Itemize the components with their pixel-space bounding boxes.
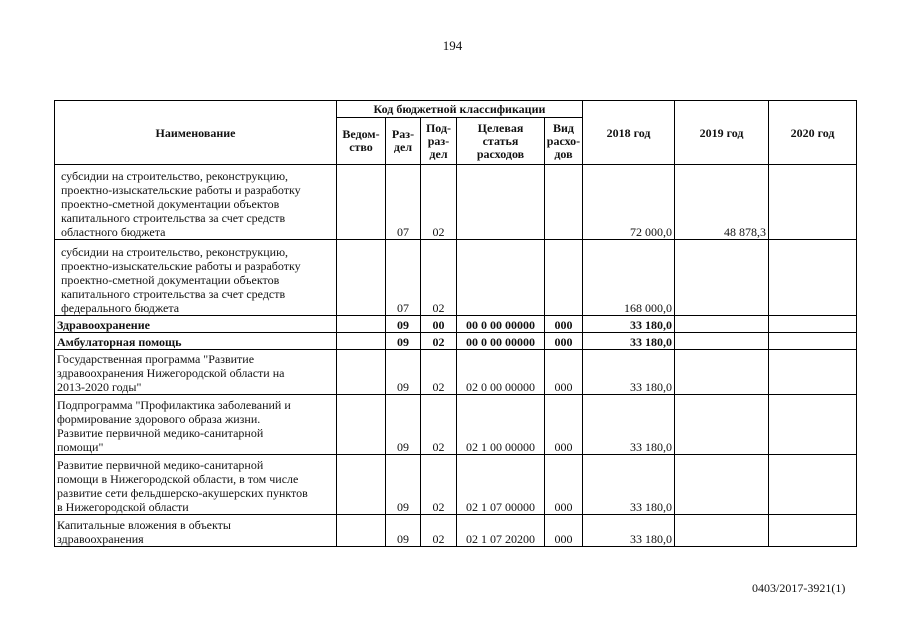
name-line: развитие сети фельдшерско-акушерских пунктов [57,486,308,500]
cell-razdel: 09 [386,455,421,515]
cell-vid: 000 [545,395,583,455]
cell-razdel: 09 [386,350,421,395]
name-line: формирование здорового образа жизни. [57,412,261,426]
cell-podrazdel: 02 [421,240,457,316]
cell-celevaya [457,240,545,316]
cell-2019: 48 878,3 [675,165,769,240]
header-vid-line-3: дов [554,146,573,161]
cell-celevaya: 02 1 07 00000 [457,455,545,515]
cell-vedomstvo [337,316,386,333]
name-line: проектно-изыскательские работы и разработку [61,183,301,197]
header-podrazdel [421,118,457,165]
header-razdel [386,118,421,165]
header-vid [545,118,583,165]
name-line: проектно-изыскательские работы и разработку [61,259,301,273]
cell-2019 [675,350,769,395]
name-line: 2013-2020 годы" [57,380,142,394]
cell-2020 [769,350,857,395]
name-line: здравоохранения [57,532,144,546]
cell-podrazdel: 00 [421,316,457,333]
row-name [55,350,337,395]
name-line: Капитальные вложения в объекты [57,518,231,532]
header-vid-line-2: расхо- [546,133,581,148]
cell-vid: 000 [545,316,583,333]
header-vid-line-1: Вид [553,120,574,135]
cell-celevaya: 00 0 00 00000 [457,333,545,350]
header-vedomstvo-line-2: ство [349,140,373,154]
name-line: федерального бюджета [61,301,180,315]
header-podrazdel-line-3: дел [429,146,448,161]
table-row [55,455,857,515]
cell-vid: 000 [545,350,583,395]
header-celevaya-line-2: статья [482,133,519,148]
cell-razdel: 09 [386,395,421,455]
cell-2018: 33 180,0 [583,395,675,455]
row-name [55,316,337,333]
cell-podrazdel: 02 [421,165,457,240]
header-celevaya-line-1: Целевая [477,120,524,135]
header-2019: 2019 год [675,101,769,165]
table-row [55,350,857,395]
name-line: Государственная программа "Развитие [57,352,255,366]
row-name [55,165,337,240]
cell-celevaya [457,165,545,240]
cell-2019 [675,316,769,333]
page-number: 194 [442,38,463,53]
cell-razdel: 07 [386,165,421,240]
row-name [55,455,337,515]
cell-vedomstvo [337,455,386,515]
row-name [55,240,337,316]
name-line: помощи в Нижегородской области, в том числе [57,472,299,486]
cell-vedomstvo [337,333,386,350]
header-name: Наименование [55,101,337,165]
cell-celevaya: 00 0 00 00000 [457,316,545,333]
table-row [55,333,857,350]
name-line: субсидии на строительство, реконструкцию, [61,169,289,183]
row-name [55,395,337,455]
cell-vedomstvo [337,350,386,395]
header-podrazdel-line-2: раз- [427,133,450,148]
header-2018: 2018 год [583,101,675,165]
cell-celevaya: 02 0 00 00000 [457,350,545,395]
budget-table [54,100,857,547]
table-row [55,240,857,316]
name-line: Развитие первичной медико-санитарной [57,458,264,472]
cell-2018: 33 180,0 [583,455,675,515]
cell-podrazdel: 02 [421,350,457,395]
header-vedomstvo-line-1: Ведом- [342,127,380,141]
cell-2020 [769,316,857,333]
cell-vedomstvo [337,395,386,455]
name-line: в Нижегородской области [57,500,189,514]
cell-vid: 000 [545,455,583,515]
cell-2018: 33 180,0 [583,316,675,333]
name-line: Здравоохранение [57,318,150,332]
cell-vedomstvo [337,240,386,316]
cell-2019 [675,333,769,350]
header-podrazdel-line-1: Под- [425,120,452,135]
cell-2018: 33 180,0 [583,515,675,547]
cell-2020 [769,455,857,515]
header-budget-code: Код бюджетной классификации [337,101,583,118]
cell-razdel: 09 [386,333,421,350]
header-celevaya [457,118,545,165]
name-line: субсидии на строительство, реконструкцию, [61,245,289,259]
cell-vid [545,165,583,240]
cell-2019 [675,515,769,547]
cell-2020 [769,515,857,547]
table-row [55,165,857,240]
cell-razdel: 07 [386,240,421,316]
name-line: здравоохранения Нижегородской области на [57,366,285,380]
cell-2019 [675,240,769,316]
cell-razdel: 09 [386,515,421,547]
cell-2020 [769,333,857,350]
cell-vid [545,240,583,316]
cell-2020 [769,395,857,455]
cell-vedomstvo [337,165,386,240]
header-2020: 2020 год [769,101,857,165]
header-razdel-line-2: дел [393,140,413,154]
cell-podrazdel: 02 [421,333,457,350]
name-line: помощи" [57,440,104,454]
row-name [55,515,337,547]
cell-podrazdel: 02 [421,515,457,547]
cell-podrazdel: 02 [421,455,457,515]
name-line: Развитие первичной медико-санитарной [57,426,264,440]
name-line: проектно-сметной документации объектов [61,273,280,287]
cell-2018: 72 000,0 [583,165,675,240]
table-row [55,515,857,547]
name-line: Амбулаторная помощь [57,335,182,349]
header-vedomstvo [337,118,386,165]
name-line: капитального строительства за счет средств [61,287,286,301]
name-line: областного бюджета [61,225,166,239]
cell-vedomstvo [337,515,386,547]
header-razdel-line-1: Раз- [391,127,415,141]
document-code: 0403/2017-3921(1) [752,581,846,595]
cell-2018: 33 180,0 [583,350,675,395]
table-row [55,316,857,333]
cell-2019 [675,395,769,455]
name-line: проектно-сметной документации объектов [61,197,280,211]
cell-2020 [769,165,857,240]
name-line: Подпрограмма "Профилактика заболеваний и [57,398,291,412]
cell-vid: 000 [545,515,583,547]
table-row [55,395,857,455]
cell-2020 [769,240,857,316]
name-line: капитального строительства за счет средств [61,211,286,225]
cell-2018: 168 000,0 [583,240,675,316]
cell-razdel: 09 [386,316,421,333]
cell-vid: 000 [545,333,583,350]
cell-2018: 33 180,0 [583,333,675,350]
cell-2019 [675,455,769,515]
cell-celevaya: 02 1 07 20200 [457,515,545,547]
header-celevaya-line-3: расходов [476,146,525,161]
cell-celevaya: 02 1 00 00000 [457,395,545,455]
row-name [55,333,337,350]
cell-podrazdel: 02 [421,395,457,455]
